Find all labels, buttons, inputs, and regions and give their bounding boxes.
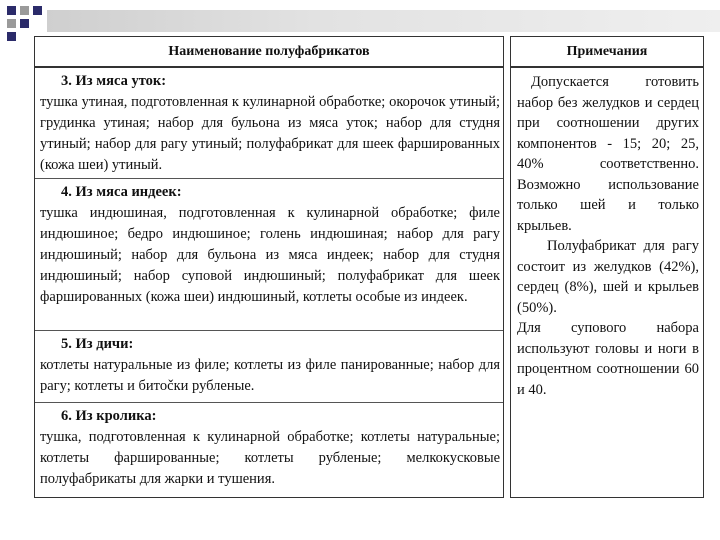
note-paragraph: Полуфабрикат для рагу состоит из желудков (42%), сердец (8%), шей и крыльев (50%). <box>517 238 699 316</box>
slide-header-decoration <box>0 0 720 40</box>
note-paragraph: Допускается готовить набор без желудков и сердец при соотношении других компонентов - 15; 20; 25, 40% соответственно. Возможно использование только шей и только крыльев. <box>517 74 699 234</box>
deco-square <box>33 6 42 15</box>
section-divider <box>35 330 503 331</box>
section-text: тушка, подготовленная к кулинарной обработке; котлеты натуральные; котлеты фаршированные; котлеты рубленые; мелкокусковые полуфабрикаты для жарки и тушения. <box>40 429 500 487</box>
section-text: тушка индюшиная, подготовленная к кулинарной обработке; филе индюшиное; бедро индюшиное; голень индюшиная; набор для рагу индюшиный; набор для бульона из мяса индеек; набор для студня индюшиный; набор суповой индюшиный; полуфабрикат для шеек фаршированных (кожа шеи) индюшиный, котлеты особые из индеек. <box>40 205 500 305</box>
section-text: тушка утиная, подготовленная к кулинарной обработке; окорочок утиный; грудинка утиная; набор для бульона из мяса уток; набор для студня утиный; набор для рагу утиный; полуфабрикат для шеек фаршированных (кожа шеи) утиный. <box>40 94 500 173</box>
column-header-name: Наименование полуфабрикатов <box>34 36 504 67</box>
section-game <box>35 334 503 397</box>
deco-square <box>7 6 16 15</box>
notes-text <box>511 72 703 400</box>
deco-bar <box>47 10 720 32</box>
section-title: 3. Из мяса уток: <box>61 73 167 89</box>
deco-square <box>7 32 16 41</box>
section-title: 4. Из мяса индеек: <box>61 184 182 200</box>
column-header-notes: Примечания <box>510 36 704 67</box>
name-column-body <box>34 67 504 498</box>
section-divider <box>35 402 503 403</box>
section-title: 6. Из кролика: <box>61 408 157 424</box>
deco-square <box>7 19 16 28</box>
deco-square <box>20 6 29 15</box>
section-text: котлеты натуральные из филе; котлеты из филе панированные; набор для рагу; котлеты и битočки рубленые. <box>40 357 500 394</box>
semi-products-table <box>34 36 704 498</box>
section-divider <box>35 178 503 179</box>
section-turkeys <box>35 182 503 308</box>
deco-square <box>20 19 29 28</box>
notes-column-body <box>510 67 704 498</box>
note-paragraph: Для супового набора используют головы и ноги в процентном соотношении 60 и 40. <box>517 320 699 398</box>
section-title: 5. Из дичи: <box>61 336 134 352</box>
section-rabbit <box>35 406 503 490</box>
section-ducks <box>35 71 503 176</box>
